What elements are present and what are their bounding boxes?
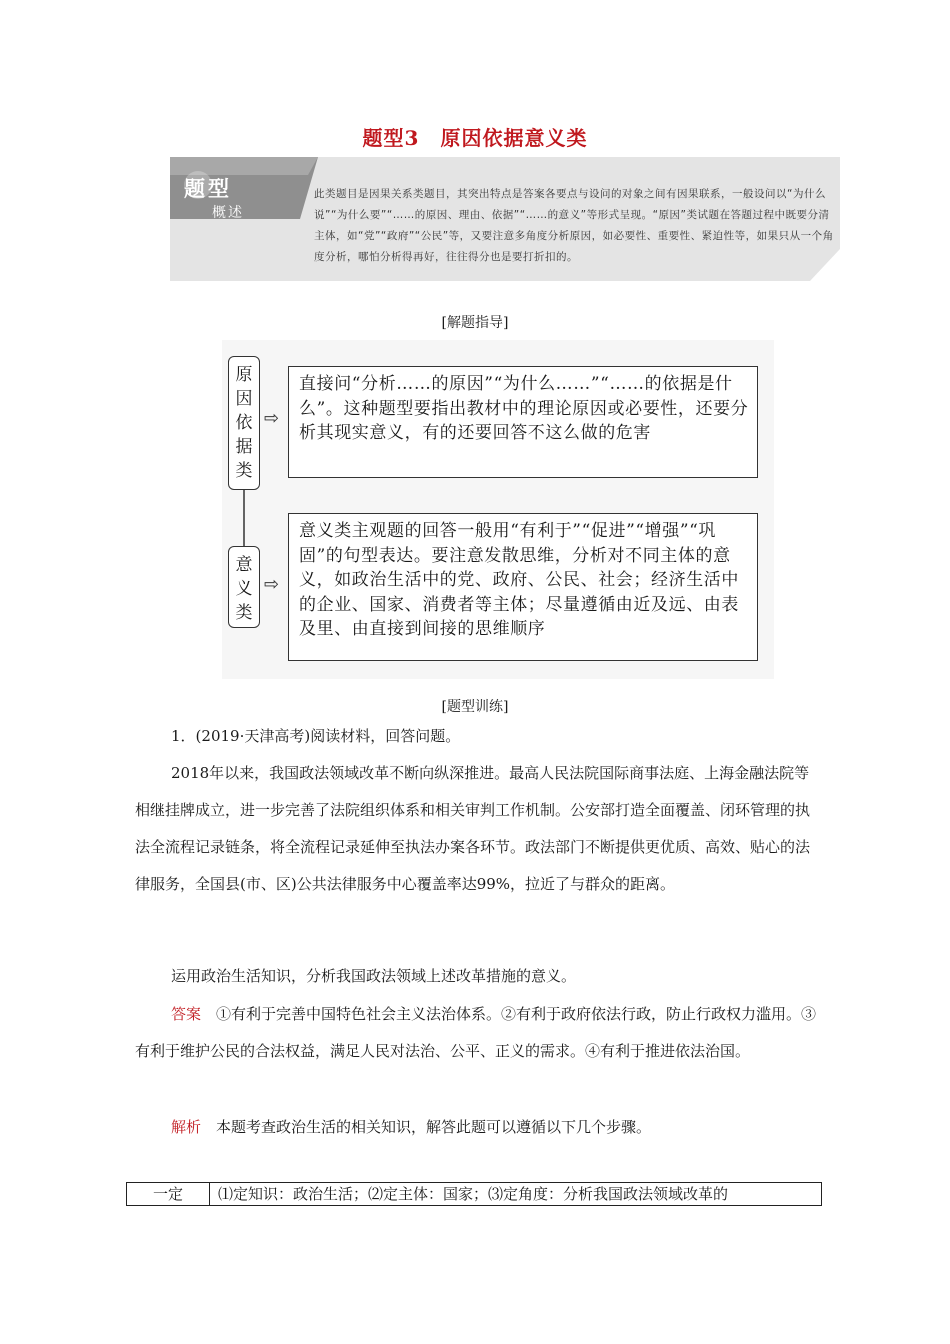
node1-char: 依 bbox=[235, 413, 253, 433]
node-significance-category bbox=[228, 546, 260, 628]
question-material: 2018年以来，我国政法领域改革不断向纵深推进。最高人民法院国际商事法庭、上海金融法院等相继挂牌成立，进一步完善了法院组织体系和相关审判工作机制。公安部打造全面覆盖、闭环管理的执法全流程记录链条，将全流程记录延伸至执法办案各环节。政法部门不断提供更优质、高效、贴心的法律服务，全国县(市、区)公共法律服务中心覆盖率达99%，拉近了与群众的距离。 bbox=[135, 764, 811, 893]
overview-text: 此类题目是因果关系类题目，其突出特点是答案各要点与设问的对象之间有因果联系，一般设问以“为什么说”“为什么要”“……的原因、理由、依据”“……的意义”等形式呈现。“原因”类试题在答题过程中既要分清主体，如“党”“政府”“公民”等，又要注意多角度分析原因，如必要性、重要性、紧迫性等，如果只从一个角度分析，哪怕分析得再好，往往得分也是要打折扣的。 bbox=[314, 188, 834, 263]
node2-char: 意 bbox=[235, 555, 253, 575]
node1-char: 因 bbox=[235, 389, 253, 409]
guide-label: [解题指导] bbox=[441, 315, 509, 331]
training-label: [题型训练] bbox=[441, 699, 509, 715]
question-prompt: 运用政治生活知识，分析我国政法领域上述改革措施的意义。 bbox=[171, 967, 577, 985]
table-cell-step: 一定 bbox=[127, 1183, 210, 1205]
analysis-label: 解析 bbox=[171, 1118, 202, 1136]
node1-char: 原 bbox=[235, 365, 253, 385]
node2-char: 类 bbox=[235, 603, 253, 623]
overview-badge-top: 题型 bbox=[184, 177, 232, 201]
overview-badge-bottom: 概述 bbox=[212, 205, 244, 221]
analysis-text: 本题考查政治生活的相关知识，解答此题可以遵循以下几个步骤。 bbox=[216, 1118, 652, 1136]
node2-char: 义 bbox=[235, 579, 253, 599]
answer-label: 答案 bbox=[171, 1005, 202, 1023]
arrow-right-icon: ⇨ bbox=[264, 408, 280, 429]
node1-char: 据 bbox=[235, 437, 253, 457]
answer-block bbox=[135, 996, 820, 1070]
answer-text: ①有利于完善中国特色社会主义法治体系。②有利于政府依法行政，防止行政权力滥用。③有利于维护公民的合法权益，满足人民对法治、公平、正义的需求。④有利于推进依法治国。 bbox=[135, 1005, 817, 1060]
table-cell-content: ⑴定知识：政治生活；⑵定主体：国家；⑶定角度：分析我国政法领域改革的 bbox=[218, 1185, 729, 1203]
node-reason-description: 直接问“分析……的原因”“为什么……”“……的依据是什么”。这种题型要指出教材中的理论原因或必要性，还要分析其现实意义，有的还要回答不这么做的危害 bbox=[288, 366, 758, 478]
question-stem: 1．(2019·天津高考)阅读材料，回答问题。 bbox=[171, 727, 461, 745]
arrow-right-icon: ⇨ bbox=[264, 574, 280, 595]
node-reason-category bbox=[228, 356, 260, 490]
node-significance-description: 意义类主观题的回答一般用“有利于”“促进”“增强”“巩固”的句型表达。要注意发散思维，分析对不同主体的意义，如政治生活中的党、政府、公民、社会；经济生活中的企业、国家、消费者等主体；尽量遵循由近及远、由表及里、由直接到间接的思维顺序 bbox=[288, 513, 758, 661]
page-title: 题型3 原因依据意义类 bbox=[362, 126, 588, 150]
steps-table-row bbox=[126, 1182, 822, 1206]
analysis-block bbox=[135, 1109, 820, 1146]
node1-char: 类 bbox=[235, 461, 253, 481]
